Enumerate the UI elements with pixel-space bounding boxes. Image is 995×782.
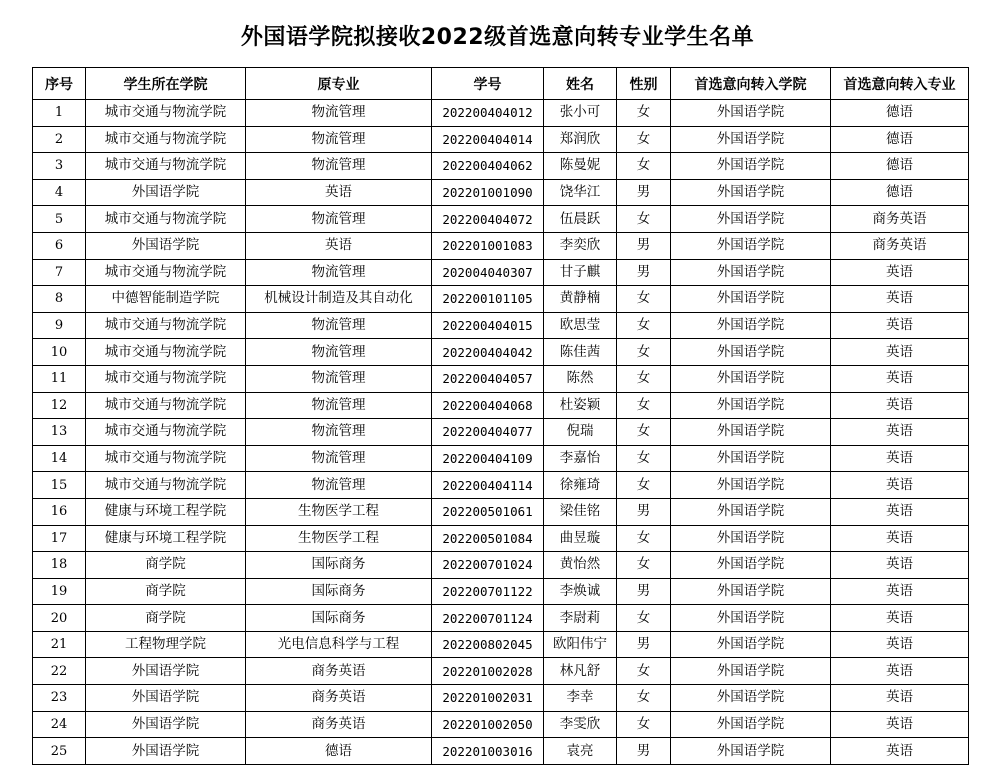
cell-college: 城市交通与物流学院 xyxy=(86,419,246,446)
student-list-table xyxy=(32,67,969,765)
cell-major: 物流管理 xyxy=(246,445,432,472)
cell-target-college: 外国语学院 xyxy=(671,126,831,153)
cell-gender: 男 xyxy=(617,578,671,605)
cell-name: 张小可 xyxy=(544,100,617,127)
cell-gender: 女 xyxy=(617,525,671,552)
cell-target-college: 外国语学院 xyxy=(671,738,831,765)
cell-major: 物流管理 xyxy=(246,339,432,366)
cell-name: 徐雍琦 xyxy=(544,472,617,499)
col-header-target-major: 首选意向转入专业 xyxy=(831,68,969,100)
table-row xyxy=(33,711,969,738)
cell-name: 饶华江 xyxy=(544,179,617,206)
cell-target-college: 外国语学院 xyxy=(671,312,831,339)
col-header-college: 学生所在学院 xyxy=(86,68,246,100)
cell-index: 22 xyxy=(33,658,86,685)
cell-major: 物流管理 xyxy=(246,365,432,392)
cell-target-major: 英语 xyxy=(831,472,969,499)
cell-name: 倪瑞 xyxy=(544,419,617,446)
document-title: 外国语学院拟接收2022级首选意向转专业学生名单 xyxy=(240,25,755,50)
cell-index: 8 xyxy=(33,286,86,313)
cell-name: 袁亮 xyxy=(544,738,617,765)
cell-major: 物流管理 xyxy=(246,100,432,127)
cell-target-major: 德语 xyxy=(831,100,969,127)
cell-gender: 女 xyxy=(617,419,671,446)
cell-college: 城市交通与物流学院 xyxy=(86,312,246,339)
cell-name: 李雯欣 xyxy=(544,711,617,738)
cell-target-major: 英语 xyxy=(831,286,969,313)
cell-index: 7 xyxy=(33,259,86,286)
cell-target-college: 外国语学院 xyxy=(671,365,831,392)
cell-target-college: 外国语学院 xyxy=(671,206,831,233)
cell-index: 13 xyxy=(33,419,86,446)
cell-name: 林凡舒 xyxy=(544,658,617,685)
cell-name: 陈曼妮 xyxy=(544,153,617,180)
table-row xyxy=(33,605,969,632)
cell-name: 陈然 xyxy=(544,365,617,392)
cell-target-college: 外国语学院 xyxy=(671,605,831,632)
table-row xyxy=(33,179,969,206)
cell-index: 9 xyxy=(33,312,86,339)
col-header-student-id: 学号 xyxy=(432,68,544,100)
col-header-gender: 性别 xyxy=(617,68,671,100)
cell-index: 5 xyxy=(33,206,86,233)
cell-major: 英语 xyxy=(246,179,432,206)
cell-major: 生物医学工程 xyxy=(246,498,432,525)
table-row xyxy=(33,153,969,180)
cell-student-id: 202200404068 xyxy=(432,392,544,419)
cell-target-college: 外国语学院 xyxy=(671,711,831,738)
cell-name: 欧思莹 xyxy=(544,312,617,339)
cell-college: 健康与环境工程学院 xyxy=(86,525,246,552)
cell-student-id: 202201003016 xyxy=(432,738,544,765)
cell-major: 德语 xyxy=(246,738,432,765)
cell-name: 李焕诚 xyxy=(544,578,617,605)
cell-target-major: 德语 xyxy=(831,126,969,153)
cell-major: 物流管理 xyxy=(246,259,432,286)
cell-student-id: 202200404062 xyxy=(432,153,544,180)
cell-student-id: 202201002028 xyxy=(432,658,544,685)
cell-gender: 男 xyxy=(617,738,671,765)
cell-target-college: 外国语学院 xyxy=(671,685,831,712)
cell-target-major: 英语 xyxy=(831,392,969,419)
cell-name: 黄怡然 xyxy=(544,552,617,579)
cell-index: 21 xyxy=(33,631,86,658)
cell-target-college: 外国语学院 xyxy=(671,100,831,127)
cell-target-major: 英语 xyxy=(831,365,969,392)
col-header-major: 原专业 xyxy=(246,68,432,100)
cell-target-college: 外国语学院 xyxy=(671,339,831,366)
cell-student-id: 202200501084 xyxy=(432,525,544,552)
cell-index: 11 xyxy=(33,365,86,392)
cell-name: 李尉莉 xyxy=(544,605,617,632)
cell-target-college: 外国语学院 xyxy=(671,552,831,579)
cell-target-college: 外国语学院 xyxy=(671,472,831,499)
cell-index: 20 xyxy=(33,605,86,632)
cell-college: 城市交通与物流学院 xyxy=(86,472,246,499)
cell-college: 外国语学院 xyxy=(86,711,246,738)
cell-student-id: 202200404012 xyxy=(432,100,544,127)
cell-index: 12 xyxy=(33,392,86,419)
cell-name: 杜姿颖 xyxy=(544,392,617,419)
cell-index: 10 xyxy=(33,339,86,366)
table-row xyxy=(33,339,969,366)
table-row xyxy=(33,472,969,499)
cell-name: 黄静楠 xyxy=(544,286,617,313)
cell-name: 欧阳伟宁 xyxy=(544,631,617,658)
cell-student-id: 202200701124 xyxy=(432,605,544,632)
cell-gender: 男 xyxy=(617,498,671,525)
cell-target-major: 英语 xyxy=(831,419,969,446)
cell-target-major: 德语 xyxy=(831,179,969,206)
cell-college: 城市交通与物流学院 xyxy=(86,392,246,419)
cell-student-id: 202200404057 xyxy=(432,365,544,392)
cell-college: 商学院 xyxy=(86,605,246,632)
table-row xyxy=(33,552,969,579)
cell-student-id: 202200404015 xyxy=(432,312,544,339)
cell-gender: 女 xyxy=(617,392,671,419)
cell-gender: 男 xyxy=(617,259,671,286)
cell-student-id: 202201001083 xyxy=(432,232,544,259)
cell-gender: 女 xyxy=(617,365,671,392)
cell-index: 15 xyxy=(33,472,86,499)
cell-student-id: 202200404014 xyxy=(432,126,544,153)
cell-target-major: 英语 xyxy=(831,578,969,605)
table-row xyxy=(33,658,969,685)
table-row xyxy=(33,631,969,658)
table-row xyxy=(33,445,969,472)
table-row xyxy=(33,312,969,339)
cell-gender: 女 xyxy=(617,605,671,632)
table-row xyxy=(33,259,969,286)
col-header-name: 姓名 xyxy=(544,68,617,100)
cell-major: 物流管理 xyxy=(246,472,432,499)
cell-major: 商务英语 xyxy=(246,711,432,738)
cell-student-id: 202201002031 xyxy=(432,685,544,712)
cell-index: 24 xyxy=(33,711,86,738)
cell-student-id: 202200101105 xyxy=(432,286,544,313)
cell-target-major: 英语 xyxy=(831,498,969,525)
cell-name: 郑润欣 xyxy=(544,126,617,153)
cell-target-college: 外国语学院 xyxy=(671,179,831,206)
table-row xyxy=(33,578,969,605)
cell-target-major: 英语 xyxy=(831,445,969,472)
cell-college: 商学院 xyxy=(86,578,246,605)
cell-student-id: 202004040307 xyxy=(432,259,544,286)
table-row xyxy=(33,365,969,392)
cell-name: 李幸 xyxy=(544,685,617,712)
cell-college: 外国语学院 xyxy=(86,179,246,206)
cell-target-major: 英语 xyxy=(831,711,969,738)
cell-college: 商学院 xyxy=(86,552,246,579)
cell-student-id: 202200701024 xyxy=(432,552,544,579)
col-header-index: 序号 xyxy=(33,68,86,100)
table-row xyxy=(33,419,969,446)
cell-college: 城市交通与物流学院 xyxy=(86,206,246,233)
cell-target-major: 商务英语 xyxy=(831,206,969,233)
col-header-target-college: 首选意向转入学院 xyxy=(671,68,831,100)
cell-college: 城市交通与物流学院 xyxy=(86,339,246,366)
table-row xyxy=(33,498,969,525)
cell-gender: 女 xyxy=(617,472,671,499)
cell-target-college: 外国语学院 xyxy=(671,445,831,472)
cell-target-college: 外国语学院 xyxy=(671,259,831,286)
cell-gender: 女 xyxy=(617,286,671,313)
cell-college: 城市交通与物流学院 xyxy=(86,153,246,180)
cell-college: 外国语学院 xyxy=(86,658,246,685)
cell-student-id: 202200404077 xyxy=(432,419,544,446)
cell-name: 陈佳茜 xyxy=(544,339,617,366)
cell-gender: 男 xyxy=(617,631,671,658)
cell-student-id: 202200404109 xyxy=(432,445,544,472)
cell-student-id: 202200701122 xyxy=(432,578,544,605)
cell-college: 城市交通与物流学院 xyxy=(86,259,246,286)
cell-gender: 女 xyxy=(617,685,671,712)
cell-target-college: 外国语学院 xyxy=(671,525,831,552)
cell-student-id: 202200404072 xyxy=(432,206,544,233)
table-row xyxy=(33,100,969,127)
table-row xyxy=(33,126,969,153)
cell-target-college: 外国语学院 xyxy=(671,658,831,685)
table-body xyxy=(33,100,969,765)
cell-target-major: 英语 xyxy=(831,259,969,286)
cell-major: 商务英语 xyxy=(246,658,432,685)
cell-name: 李奕欣 xyxy=(544,232,617,259)
cell-major: 物流管理 xyxy=(246,206,432,233)
header-row xyxy=(33,68,969,100)
table-row xyxy=(33,206,969,233)
cell-index: 6 xyxy=(33,232,86,259)
cell-gender: 女 xyxy=(617,339,671,366)
cell-major: 光电信息科学与工程 xyxy=(246,631,432,658)
table-row xyxy=(33,286,969,313)
cell-index: 16 xyxy=(33,498,86,525)
cell-index: 2 xyxy=(33,126,86,153)
cell-student-id: 202200501061 xyxy=(432,498,544,525)
table-row xyxy=(33,232,969,259)
table-row xyxy=(33,525,969,552)
cell-index: 18 xyxy=(33,552,86,579)
cell-target-college: 外国语学院 xyxy=(671,153,831,180)
cell-index: 25 xyxy=(33,738,86,765)
cell-major: 英语 xyxy=(246,232,432,259)
cell-name: 伍晨跃 xyxy=(544,206,617,233)
cell-index: 17 xyxy=(33,525,86,552)
cell-target-major: 英语 xyxy=(831,631,969,658)
cell-target-major: 英语 xyxy=(831,738,969,765)
cell-gender: 男 xyxy=(617,179,671,206)
cell-index: 19 xyxy=(33,578,86,605)
cell-gender: 女 xyxy=(617,711,671,738)
cell-major: 商务英语 xyxy=(246,685,432,712)
cell-college: 城市交通与物流学院 xyxy=(86,100,246,127)
cell-major: 国际商务 xyxy=(246,605,432,632)
cell-index: 3 xyxy=(33,153,86,180)
cell-major: 物流管理 xyxy=(246,312,432,339)
cell-gender: 女 xyxy=(617,206,671,233)
cell-college: 城市交通与物流学院 xyxy=(86,445,246,472)
cell-student-id: 202200404042 xyxy=(432,339,544,366)
cell-index: 23 xyxy=(33,685,86,712)
table-row xyxy=(33,685,969,712)
cell-college: 城市交通与物流学院 xyxy=(86,365,246,392)
cell-major: 国际商务 xyxy=(246,578,432,605)
cell-target-college: 外国语学院 xyxy=(671,498,831,525)
cell-major: 物流管理 xyxy=(246,392,432,419)
cell-name: 曲昱璇 xyxy=(544,525,617,552)
cell-index: 4 xyxy=(33,179,86,206)
cell-major: 国际商务 xyxy=(246,552,432,579)
cell-index: 1 xyxy=(33,100,86,127)
cell-index: 14 xyxy=(33,445,86,472)
cell-gender: 女 xyxy=(617,100,671,127)
table-row xyxy=(33,392,969,419)
cell-college: 外国语学院 xyxy=(86,232,246,259)
cell-major: 生物医学工程 xyxy=(246,525,432,552)
cell-gender: 男 xyxy=(617,232,671,259)
cell-target-major: 英语 xyxy=(831,605,969,632)
cell-target-college: 外国语学院 xyxy=(671,631,831,658)
cell-target-major: 英语 xyxy=(831,339,969,366)
cell-target-major: 英语 xyxy=(831,658,969,685)
cell-name: 梁佳铭 xyxy=(544,498,617,525)
cell-gender: 女 xyxy=(617,153,671,180)
cell-target-college: 外国语学院 xyxy=(671,419,831,446)
cell-target-college: 外国语学院 xyxy=(671,392,831,419)
cell-target-major: 英语 xyxy=(831,312,969,339)
cell-target-major: 英语 xyxy=(831,552,969,579)
cell-gender: 女 xyxy=(617,552,671,579)
cell-major: 物流管理 xyxy=(246,419,432,446)
cell-student-id: 202200802045 xyxy=(432,631,544,658)
cell-college: 工程物理学院 xyxy=(86,631,246,658)
cell-college: 健康与环境工程学院 xyxy=(86,498,246,525)
cell-gender: 女 xyxy=(617,445,671,472)
cell-target-major: 德语 xyxy=(831,153,969,180)
cell-name: 甘子麒 xyxy=(544,259,617,286)
cell-major: 物流管理 xyxy=(246,153,432,180)
cell-gender: 女 xyxy=(617,126,671,153)
cell-college: 外国语学院 xyxy=(86,738,246,765)
cell-major: 机械设计制造及其自动化 xyxy=(246,286,432,313)
cell-gender: 女 xyxy=(617,312,671,339)
cell-target-major: 英语 xyxy=(831,525,969,552)
cell-student-id: 202200404114 xyxy=(432,472,544,499)
cell-college: 城市交通与物流学院 xyxy=(86,126,246,153)
cell-gender: 女 xyxy=(617,658,671,685)
cell-college: 外国语学院 xyxy=(86,685,246,712)
cell-college: 中德智能制造学院 xyxy=(86,286,246,313)
table-row xyxy=(33,738,969,765)
cell-target-college: 外国语学院 xyxy=(671,232,831,259)
cell-target-college: 外国语学院 xyxy=(671,578,831,605)
cell-target-major: 英语 xyxy=(831,685,969,712)
cell-student-id: 202201001090 xyxy=(432,179,544,206)
cell-name: 李嘉怡 xyxy=(544,445,617,472)
cell-target-major: 商务英语 xyxy=(831,232,969,259)
cell-target-college: 外国语学院 xyxy=(671,286,831,313)
cell-student-id: 202201002050 xyxy=(432,711,544,738)
cell-major: 物流管理 xyxy=(246,126,432,153)
